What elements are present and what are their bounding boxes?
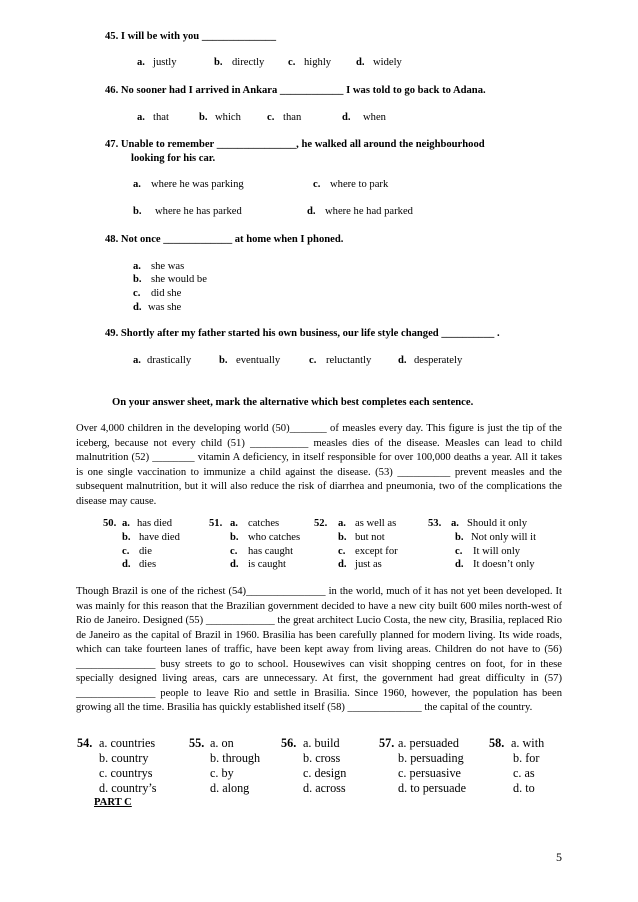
option-text: a. on	[210, 736, 234, 750]
option-letter: a.	[133, 355, 141, 366]
option-letter: b.	[122, 532, 131, 543]
option-letter: d.	[356, 57, 365, 68]
option-text: where he was parking	[151, 179, 244, 190]
option-letter: d.	[342, 112, 351, 123]
option-text: d. to persuade	[398, 781, 467, 795]
option-letter: a.	[122, 518, 130, 529]
option-letter: c.	[338, 546, 346, 557]
option-text: where to park	[330, 179, 389, 190]
option-text: d. country’s	[99, 781, 157, 795]
option-text: that	[153, 112, 169, 123]
question-48-stem: 48. Not once _____________ at home when I phoned.	[105, 234, 344, 245]
option-text: have died	[139, 532, 180, 543]
option-letter: c.	[313, 179, 321, 190]
option-text: d. along	[210, 781, 250, 795]
option-letter: d.	[455, 559, 464, 570]
option-text: c. by	[210, 766, 234, 780]
question-number: 50.	[103, 518, 117, 529]
option-letter: b.	[230, 532, 239, 543]
option-text: d. to	[513, 781, 535, 795]
question-number: 53.	[428, 518, 442, 529]
option-letter: b.	[338, 532, 347, 543]
passage-measles: Over 4,000 children in the developing world (50)_______ of measles every day. This figure is just the tip of the iceberg, because not every child (51) ___________ measles dies of the disease. Measles can lead to child malnutrition (52) ________ vitamin A deficiency, in itself responsible for over 100,000 deaths a year. All it takes is one single vaccination to immunize a child against the disease. (53) __________ prevent measles and the subsequent malnutrition, but it will also reduce the risk of diarrhea and pneumonia, two of the complications the disease may cause.	[76, 423, 562, 507]
option-text: she would be	[151, 274, 207, 285]
option-letter: d.	[398, 355, 407, 366]
option-letter: b.	[455, 532, 464, 543]
option-text: a. persuaded	[398, 736, 459, 750]
question-number: 51.	[209, 518, 223, 529]
option-text: a. build	[303, 736, 340, 750]
option-text: where he has parked	[155, 206, 242, 217]
option-text: when	[363, 112, 386, 123]
option-text: where he had parked	[325, 206, 413, 217]
option-text: desperately	[414, 355, 463, 366]
option-text: c. persuasive	[398, 766, 461, 780]
part-c-heading: PART C	[94, 797, 132, 808]
option-text: Should it only	[467, 518, 528, 529]
option-text: b. cross	[303, 751, 341, 765]
option-text: c. as	[513, 766, 535, 780]
question-49-stem: 49. Shortly after my father started his own business, our life style changed __________ .	[105, 328, 500, 339]
option-text: directly	[232, 57, 265, 68]
option-letter: a.	[451, 518, 459, 529]
option-letter: c.	[230, 546, 238, 557]
option-text: c. countrys	[99, 766, 153, 780]
question-number: 57.	[379, 736, 395, 750]
option-letter: a.	[230, 518, 238, 529]
option-letter: d.	[133, 302, 142, 313]
option-text: b. country	[99, 751, 149, 765]
option-letter: c.	[288, 57, 296, 68]
option-text: is caught	[248, 559, 286, 570]
option-text: was she	[148, 302, 182, 313]
option-text: justly	[153, 57, 177, 68]
option-letter: b.	[133, 206, 142, 217]
option-text: c. design	[303, 766, 347, 780]
option-letter: c.	[309, 355, 317, 366]
option-letter: a.	[133, 179, 141, 190]
option-text: die	[139, 546, 152, 557]
option-letter: c.	[122, 546, 130, 557]
option-text: d. across	[303, 781, 346, 795]
passage-brasilia: Though Brazil is one of the richest (54)_______________ in the world, much of it has not yet been developed. It was mainly for this reason that the Brazilian government decided to have a new city built 600 miles north-west of Rio de Janeiro. Designed (55) _____________ the great architect Lucio Costa, the new city, Brasilia, replaced Rio de Janeiro as the capital of Brazil in 1960. Brasilia has been carefully planned for modern living. Its wide roads, which can take fourteen lanes of traffic, have been kept away from living areas. Children do not have to (56) _______________ busy streets to go to school. Housewives can visit shopping centres on foot, for in these specially designed living areas, cars are unnecessary. At first, the government had great difficulty in (57) _______________ people to leave Rio and settle in Brasilia. Since 1960, however, the population has been growing all the time. Brasilia has quickly established itself (58) ______________ the capital of the country.	[76, 586, 562, 713]
option-letter: c.	[267, 112, 275, 123]
option-text: drastically	[147, 355, 192, 366]
question-number: 56.	[281, 736, 297, 750]
option-text: It will only	[473, 546, 521, 557]
question-47-stem-line1: 47. Unable to remember _______________, he walked all around the neighbourhood	[105, 139, 485, 150]
option-letter: d.	[307, 206, 316, 217]
option-letter: b.	[219, 355, 228, 366]
question-number: 58.	[489, 736, 505, 750]
option-letter: a.	[137, 57, 145, 68]
option-text: b. for	[513, 751, 540, 765]
question-number: 54.	[77, 736, 93, 750]
option-text: dies	[139, 559, 157, 570]
option-text: which	[215, 112, 241, 123]
question-45-stem: 45. I will be with you ______________	[105, 31, 276, 42]
option-letter: a.	[133, 261, 141, 272]
option-text: widely	[373, 57, 402, 68]
option-letter: a.	[137, 112, 145, 123]
option-text: catches	[248, 518, 280, 529]
option-text: has died	[137, 518, 173, 529]
option-letter: b.	[199, 112, 208, 123]
option-text: except for	[355, 546, 398, 557]
option-text: but not	[355, 532, 385, 543]
option-text: a. countries	[99, 736, 156, 750]
option-text: a. with	[511, 736, 545, 750]
option-letter: c.	[455, 546, 463, 557]
question-47-stem-line2: looking for his car.	[131, 153, 216, 164]
option-letter: a.	[338, 518, 346, 529]
option-letter: d.	[338, 559, 347, 570]
option-letter: d.	[122, 559, 131, 570]
option-text: who catches	[248, 532, 301, 543]
option-text: than	[283, 112, 302, 123]
option-letter: b.	[214, 57, 223, 68]
option-text: Not only will it	[471, 532, 537, 543]
option-letter: b.	[133, 274, 142, 285]
option-letter: c.	[133, 288, 141, 299]
option-text: has caught	[248, 546, 294, 557]
option-text: did she	[151, 288, 182, 299]
option-text: reluctantly	[326, 355, 372, 366]
page-number: 5	[556, 850, 562, 864]
question-number: 52.	[314, 518, 328, 529]
question-46-stem: 46. No sooner had I arrived in Ankara ____________ I was told to go back to Adana.	[105, 85, 486, 96]
section-instruction: On your answer sheet, mark the alternative which best completes each sentence.	[112, 397, 474, 408]
option-text: highly	[304, 57, 332, 68]
option-text: she was	[151, 261, 185, 272]
option-text: eventually	[236, 355, 281, 366]
option-text: just as	[355, 559, 382, 570]
option-text: b. persuading	[398, 751, 464, 765]
question-number: 55.	[189, 736, 205, 750]
option-text: b. through	[210, 751, 261, 765]
option-letter: d.	[230, 559, 239, 570]
option-text: as well as	[355, 518, 397, 529]
option-text: It doesn’t only	[473, 559, 535, 570]
